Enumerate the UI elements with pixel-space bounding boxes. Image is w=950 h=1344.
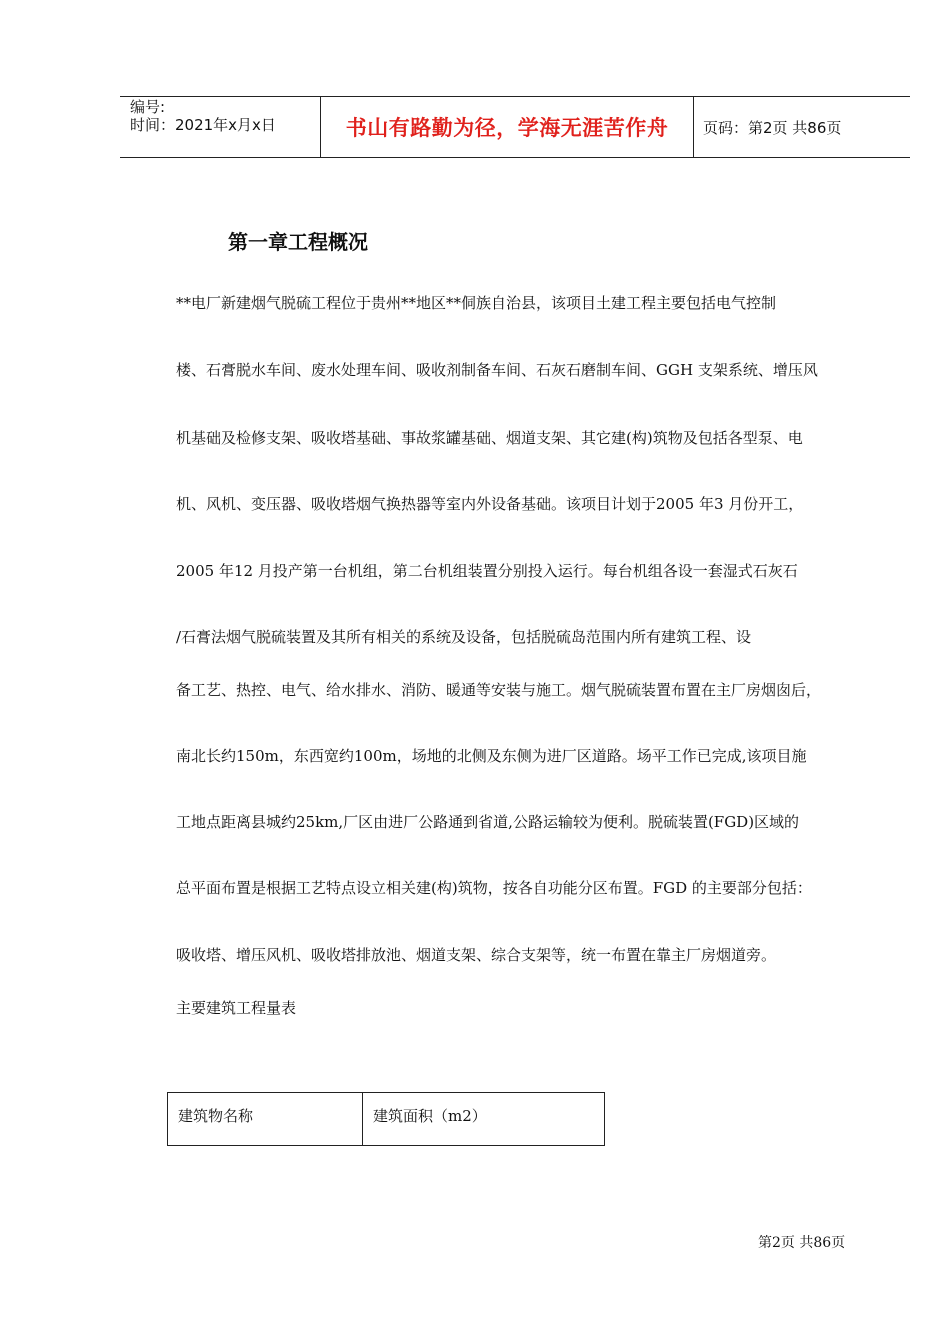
table-header-building-name: 建筑物名称: [168, 1093, 363, 1145]
paragraph-line: 机、风机、变压器、吸收塔烟气换热器等室内外设备基础。该项目计划于2005 年3 月份开工，: [176, 495, 804, 513]
paragraph-line: 工地点距离县城约25km,厂区由进厂公路通到省道,公路运输较为便利。脱硫装置(FGD)区域的: [176, 813, 800, 831]
building-table: [167, 1092, 605, 1146]
page-header: [120, 96, 910, 158]
table-title: 主要建筑工程量表: [176, 999, 297, 1017]
paragraph-line: **电厂新建烟气脱硫工程位于贵州**地区**侗族自治县，该项目土建工程主要包括电气控制: [176, 294, 777, 312]
paragraph-line: 楼、石膏脱水车间、废水处理车间、吸收剂制备车间、石灰石磨制车间、GGH 支架系统、增压风: [176, 361, 818, 379]
document-time-label: 时间：2021年x月x日: [130, 116, 276, 134]
paragraph-line: 备工艺、热控、电气、给水排水、消防、暖通等安装与施工。烟气脱硫装置布置在主厂房烟囱后，: [176, 681, 822, 699]
paragraph-line: 吸收塔、增压风机、吸收塔排放池、烟道支架、综合支架等，统一布置在靠主厂房烟道旁。: [176, 946, 777, 964]
table-header-building-area: 建筑面积（m2）: [373, 1107, 487, 1125]
chapter-title: 第一章工程概况: [228, 230, 368, 254]
paragraph-line: /石膏法烟气脱硫装置及其所有相关的系统及设备，包括脱硫岛范围内所有建筑工程、设: [176, 628, 752, 646]
footer-page-info: 第2页 共86页: [758, 1235, 846, 1251]
header-meta: [120, 97, 321, 157]
header-motto: 书山有路勤为径，学海无涯苦作舟: [321, 97, 694, 157]
paragraph-line: 2005 年12 月投产第一台机组，第二台机组装置分别投入运行。每台机组各设一套湿式石灰石: [176, 562, 798, 580]
header-page-info: 页码：第2页 共86页: [703, 118, 842, 137]
paragraph-line: 总平面布置是根据工艺特点设立相关建(构)筑物，按各自功能分区布置。FGD 的主要部分包括：: [176, 879, 812, 897]
paragraph-line: 机基础及检修支架、吸收塔基础、事故浆罐基础、烟道支架、其它建(构)筑物及包括各型泵、电: [176, 429, 803, 447]
document-code-label: 编号:: [130, 98, 166, 116]
paragraph-line: 南北长约150m，东西宽约100m，场地的北侧及东侧为进厂区道路。场平工作已完成,该项目施: [176, 747, 807, 765]
